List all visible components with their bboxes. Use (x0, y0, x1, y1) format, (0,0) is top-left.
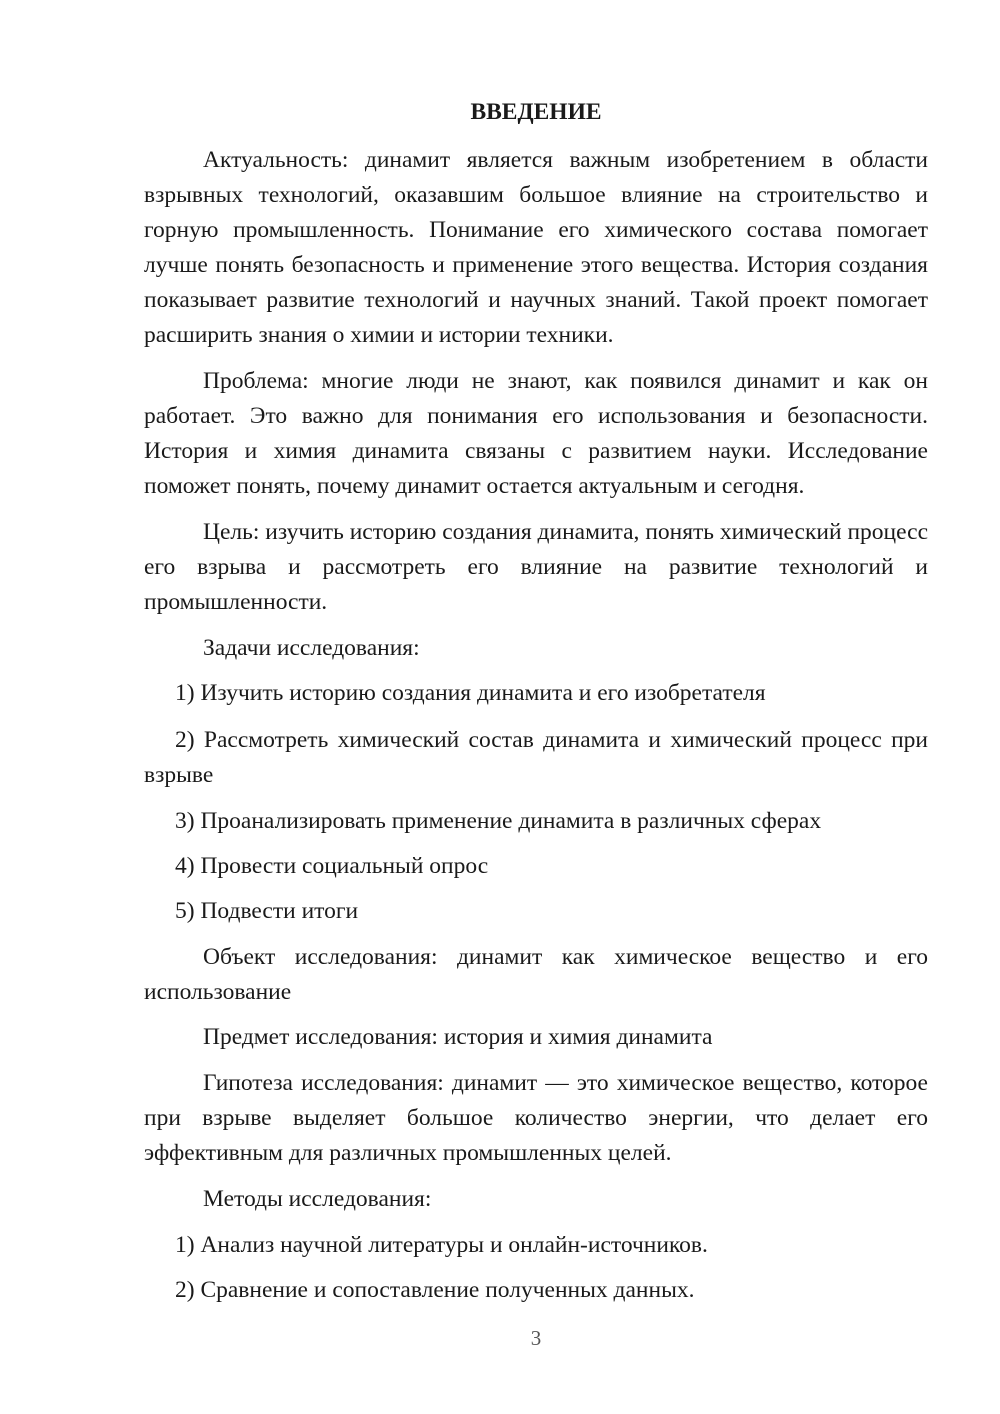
task-item-1: 1) Изучить историю создания динамита и его изобретателя (175, 680, 766, 706)
method-item-1: 1) Анализ научной литературы и онлайн-источников. (175, 1232, 708, 1258)
relevance-paragraph: Актуальность: динамит является важным изобретением в области взрывных технологий, оказавшим большое влияние на строительство и горную промышленность. Понимание его химического состава помогает лучше понять безопасность и применение этого вещества. История создания показывает развитие технологий и научных знаний. Такой проект помогает расширить знания о химии и истории техники. (144, 147, 928, 348)
task-item-4: 4) Провести социальный опрос (175, 853, 489, 879)
problem-paragraph: Проблема: многие люди не знают, как появился динамит и как он работает. Это важно для понимания его использования и безопасности. История и химия динамита связаны с развитием науки. Исследование поможет понять, почему динамит остается актуальным и сегодня. (144, 368, 928, 499)
page-title: ВВЕДЕНИЕ (470, 99, 602, 125)
tasks-heading: Задачи исследования: (203, 635, 420, 661)
object-paragraph: Объект исследования: динамит как химическое вещество и его использование (144, 944, 928, 1005)
page-number: 3 (530, 1326, 542, 1350)
task-item-3: 3) Проанализировать применение динамита в различных сферах (175, 808, 822, 834)
method-item-2: 2) Сравнение и сопоставление полученных данных. (175, 1277, 695, 1303)
task-item-2: 2) Рассмотреть химический состав динамита и химический процесс при взрыве (144, 727, 928, 788)
subject-paragraph: Предмет исследования: история и химия динамита (203, 1024, 713, 1050)
task-item-5: 5) Подвести итоги (175, 898, 359, 924)
methods-heading: Методы исследования: (203, 1186, 432, 1212)
hypothesis-paragraph: Гипотеза исследования: динамит — это химическое вещество, которое при взрыве выделяет большое количество энергии, что делает его эффективным для различных промышленных целей. (144, 1070, 928, 1166)
goal-paragraph: Цель: изучить историю создания динамита, понять химический процесс его взрыва и рассмотреть его влияние на развитие технологий и промышленности. (144, 519, 928, 615)
